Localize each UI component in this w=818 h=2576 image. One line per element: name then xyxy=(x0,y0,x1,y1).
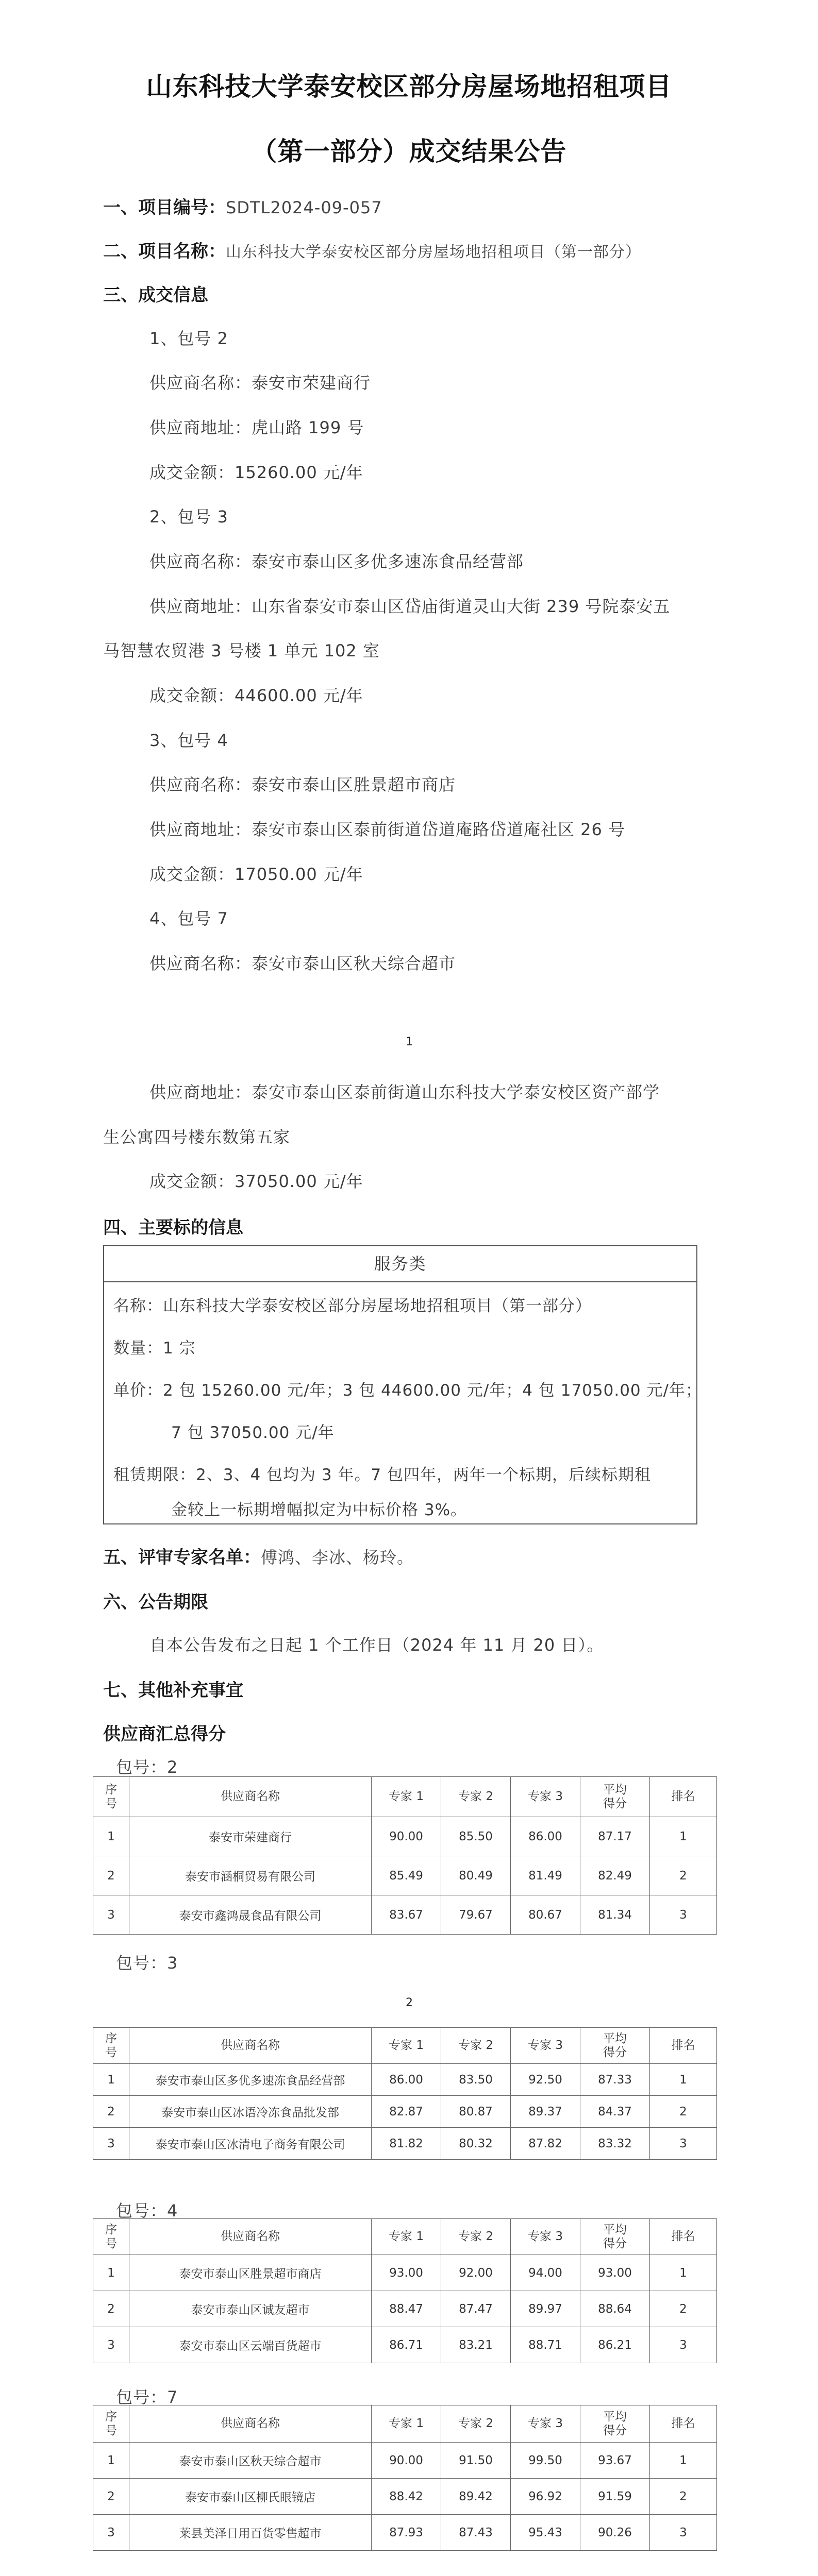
subject-unit-price-cont: 7 包 37050.00 元/年 xyxy=(171,1423,335,1442)
table-cell: 89.42 xyxy=(441,2479,511,2515)
table-cell: 1 xyxy=(93,1817,129,1856)
project-number-label: 一、项目编号： xyxy=(103,197,226,218)
col-expert3: 专家 3 xyxy=(511,2219,580,2255)
pkg7-supplier-address: 供应商地址：泰安市泰山区泰前街道山东科技大学泰安校区资产部学 xyxy=(149,1082,660,1102)
col-rank: 排名 xyxy=(650,2028,717,2064)
pkg4-label: 3、包号 4 xyxy=(149,731,228,750)
table-cell: 83.32 xyxy=(580,2128,650,2160)
table-cell: 87.17 xyxy=(580,1817,650,1856)
table-row xyxy=(93,1817,717,1856)
table-cell: 80.49 xyxy=(441,1856,511,1895)
subject-unit-price: 单价：2 包 15260.00 元/年；3 包 44600.00 元/年；4 包 17050.00 元/年； xyxy=(113,1381,702,1400)
table-cell: 泰安市泰山区柳氏眼镜店 xyxy=(129,2479,372,2515)
col-seq: 序号 xyxy=(93,2028,129,2064)
table-row xyxy=(93,1856,717,1895)
col-average: 平均 得分 xyxy=(580,2028,650,2064)
project-name xyxy=(103,237,641,262)
table-cell: 1 xyxy=(650,2255,717,2291)
table-cell: 莱县美泽日用百货零售超市 xyxy=(129,2515,372,2551)
table-cell: 83.21 xyxy=(441,2327,511,2363)
table-row xyxy=(93,2327,717,2363)
table-cell: 3 xyxy=(650,1895,717,1935)
page-number: 2 xyxy=(406,1996,413,2009)
table-cell: 80.32 xyxy=(441,2128,511,2160)
table-cell: 92.50 xyxy=(511,2064,580,2096)
score-table-pkg3 xyxy=(93,2027,717,2160)
table-cell: 81.82 xyxy=(372,2128,441,2160)
table-cell: 3 xyxy=(650,2515,717,2551)
col-supplier: 供应商名称 xyxy=(129,2028,372,2064)
pkg2-supplier-address: 供应商地址：虎山路 199 号 xyxy=(149,418,364,437)
score-summary-heading: 供应商汇总得分 xyxy=(103,1724,226,1744)
col-average: 平均 得分 xyxy=(580,2219,650,2255)
table-cell: 3 xyxy=(650,2327,717,2363)
table-cell: 1 xyxy=(93,2443,129,2479)
score-table-pkg7-label: 包号：7 xyxy=(116,2387,178,2407)
table-header-row xyxy=(93,2219,717,2255)
pkg4-supplier-name: 供应商名称：泰安市泰山区胜景超市商店 xyxy=(149,775,456,794)
table-cell: 泰安市泰山区诚友超市 xyxy=(129,2291,372,2327)
col-expert2: 专家 2 xyxy=(441,2219,511,2255)
table-cell: 88.64 xyxy=(580,2291,650,2327)
table-cell: 89.37 xyxy=(511,2096,580,2128)
table-cell: 88.71 xyxy=(511,2327,580,2363)
pkg3-supplier-address: 供应商地址：山东省泰安市泰山区岱庙街道灵山大街 239 号院泰安五 xyxy=(149,597,671,616)
table-cell: 85.50 xyxy=(441,1817,511,1856)
table-cell: 79.67 xyxy=(441,1895,511,1935)
score-table-pkg3-label: 包号：3 xyxy=(116,1953,178,1973)
project-name-value: 山东科技大学泰安校区部分房屋场地招租项目（第一部分） xyxy=(226,243,641,261)
page-number: 1 xyxy=(406,1036,413,1048)
col-average: 平均 得分 xyxy=(580,1777,650,1817)
table-cell: 91.59 xyxy=(580,2479,650,2515)
table-cell: 83.67 xyxy=(372,1895,441,1935)
table-row xyxy=(93,2128,717,2160)
table-cell: 83.50 xyxy=(441,2064,511,2096)
pkg7-supplier-address-cont: 生公寓四号楼东数第五家 xyxy=(103,1127,291,1147)
col-supplier: 供应商名称 xyxy=(129,2219,372,2255)
pkg3-supplier-address-cont: 马智慧农贸港 3 号楼 1 单元 102 室 xyxy=(103,641,380,660)
deal-info-heading: 三、成交信息 xyxy=(103,285,208,306)
table-cell: 3 xyxy=(93,1895,129,1935)
col-average: 平均 得分 xyxy=(580,2405,650,2443)
table-cell: 泰安市涵桐贸易有限公司 xyxy=(129,1856,372,1895)
table-cell: 94.00 xyxy=(511,2255,580,2291)
table-cell: 泰安市泰山区多优多速冻食品经营部 xyxy=(129,2064,372,2096)
table-cell: 93.00 xyxy=(580,2255,650,2291)
table-cell: 92.00 xyxy=(441,2255,511,2291)
col-rank: 排名 xyxy=(650,1777,717,1817)
col-expert1: 专家 1 xyxy=(372,2028,441,2064)
table-row xyxy=(93,2479,717,2515)
pkg7-supplier-name: 供应商名称：泰安市泰山区秋天综合超市 xyxy=(149,954,456,973)
pkg3-label: 2、包号 3 xyxy=(149,507,228,527)
col-rank: 排名 xyxy=(650,2405,717,2443)
table-cell: 2 xyxy=(93,2291,129,2327)
table-cell: 86.21 xyxy=(580,2327,650,2363)
table-row xyxy=(93,2443,717,2479)
table-cell: 3 xyxy=(93,2128,129,2160)
project-number-value: SDTL2024-09-057 xyxy=(226,198,382,217)
subject-lease-term-cont: 金较上一标期增幅拟定为中标价格 3%。 xyxy=(171,1501,468,1519)
page-title: 山东科技大学泰安校区部分房屋场地招租项目 xyxy=(146,71,672,101)
table-cell: 泰安市泰山区秋天综合超市 xyxy=(129,2443,372,2479)
col-rank: 排名 xyxy=(650,2219,717,2255)
table-cell: 80.67 xyxy=(511,1895,580,1935)
col-seq: 序号 xyxy=(93,2405,129,2443)
col-expert1: 专家 1 xyxy=(372,1777,441,1817)
table-cell: 2 xyxy=(650,2479,717,2515)
pkg4-amount: 成交金额：17050.00 元/年 xyxy=(149,865,363,884)
pkg7-label: 4、包号 7 xyxy=(149,909,228,928)
table-cell: 95.43 xyxy=(511,2515,580,2551)
project-name-label: 二、项目名称： xyxy=(103,241,226,262)
notice-period-text: 自本公告发布之日起 1 个工作日（2024 年 11 月 20 日）。 xyxy=(149,1635,604,1655)
table-row xyxy=(93,2096,717,2128)
subject-info-box xyxy=(103,1245,702,1524)
table-cell: 1 xyxy=(93,2064,129,2096)
table-cell: 90.26 xyxy=(580,2515,650,2551)
table-cell: 泰安市泰山区云端百货超市 xyxy=(129,2327,372,2363)
col-expert2: 专家 2 xyxy=(441,2028,511,2064)
experts-value: 傅鸿、李冰、杨玲。 xyxy=(261,1548,414,1567)
table-cell: 2 xyxy=(93,2479,129,2515)
pkg4-supplier-address: 供应商地址：泰安市泰山区泰前街道岱道庵路岱道庵社区 26 号 xyxy=(149,820,626,839)
table-cell: 88.47 xyxy=(372,2291,441,2327)
table-cell: 96.92 xyxy=(511,2479,580,2515)
subject-quantity: 数量：1 宗 xyxy=(113,1339,196,1358)
table-cell: 泰安市泰山区冰清电子商务有限公司 xyxy=(129,2128,372,2160)
pkg3-supplier-name: 供应商名称：泰安市泰山区多优多速冻食品经营部 xyxy=(149,552,524,571)
table-cell: 1 xyxy=(93,2255,129,2291)
score-table-pkg4-label: 包号：4 xyxy=(116,2201,178,2221)
col-seq: 序号 xyxy=(93,1777,129,1817)
col-expert2: 专家 2 xyxy=(441,2405,511,2443)
table-cell: 2 xyxy=(93,1856,129,1895)
experts-label: 五、评审专家名单： xyxy=(103,1547,261,1568)
table-cell: 1 xyxy=(650,1817,717,1856)
pkg2-supplier-name: 供应商名称：泰安市荣建商行 xyxy=(149,373,371,393)
table-cell: 泰安市鑫鸿晟食品有限公司 xyxy=(129,1895,372,1935)
table-cell: 84.37 xyxy=(580,2096,650,2128)
col-seq: 序号 xyxy=(93,2219,129,2255)
table-row xyxy=(93,2255,717,2291)
table-cell: 1 xyxy=(650,2064,717,2096)
table-cell: 93.67 xyxy=(580,2443,650,2479)
subject-lease-term: 租赁期限：2、3、4 包均为 3 年。7 包四年，两年一个标期，后续标期租 xyxy=(113,1466,652,1484)
table-cell: 90.00 xyxy=(372,2443,441,2479)
pkg3-amount: 成交金额：44600.00 元/年 xyxy=(149,686,363,705)
experts xyxy=(103,1543,414,1568)
pkg2-label: 1、包号 2 xyxy=(149,329,228,348)
table-cell: 93.00 xyxy=(372,2255,441,2291)
table-cell: 82.49 xyxy=(580,1856,650,1895)
col-expert3: 专家 3 xyxy=(511,2028,580,2064)
table-cell: 90.00 xyxy=(372,1817,441,1856)
page-subtitle: （第一部分）成交结果公告 xyxy=(251,136,567,166)
table-cell: 81.34 xyxy=(580,1895,650,1935)
table-cell: 88.42 xyxy=(372,2479,441,2515)
subject-name: 名称：山东科技大学泰安校区部分房屋场地招租项目（第一部分） xyxy=(113,1297,592,1315)
score-table-pkg7 xyxy=(93,2405,717,2551)
table-cell: 泰安市泰山区冰语冷冻食品批发部 xyxy=(129,2096,372,2128)
table-cell: 87.93 xyxy=(372,2515,441,2551)
table-row xyxy=(93,1895,717,1935)
col-expert2: 专家 2 xyxy=(441,1777,511,1817)
service-type-header: 服务类 xyxy=(104,1246,696,1282)
table-cell: 2 xyxy=(650,2096,717,2128)
table-cell: 99.50 xyxy=(511,2443,580,2479)
table-cell: 1 xyxy=(650,2443,717,2479)
pkg2-amount: 成交金额：15260.00 元/年 xyxy=(149,463,363,482)
table-header-row xyxy=(93,2028,717,2064)
table-header-row xyxy=(93,1777,717,1817)
table-cell: 87.43 xyxy=(441,2515,511,2551)
table-cell: 89.97 xyxy=(511,2291,580,2327)
table-cell: 86.00 xyxy=(511,1817,580,1856)
col-expert3: 专家 3 xyxy=(511,1777,580,1817)
score-table-pkg4 xyxy=(93,2218,717,2363)
col-supplier: 供应商名称 xyxy=(129,1777,372,1817)
table-cell: 87.82 xyxy=(511,2128,580,2160)
col-supplier: 供应商名称 xyxy=(129,2405,372,2443)
project-number xyxy=(103,193,382,218)
table-row xyxy=(93,2515,717,2551)
subject-info-heading: 四、主要标的信息 xyxy=(103,1217,243,1238)
table-cell: 85.49 xyxy=(372,1856,441,1895)
notice-period-heading: 六、公告期限 xyxy=(103,1592,208,1613)
table-cell: 86.00 xyxy=(372,2064,441,2096)
supplementary-heading: 七、其他补充事宜 xyxy=(103,1680,243,1701)
table-row xyxy=(93,2064,717,2096)
table-header-row xyxy=(93,2405,717,2443)
table-cell: 3 xyxy=(93,2327,129,2363)
table-cell: 3 xyxy=(650,2128,717,2160)
table-cell: 2 xyxy=(650,1856,717,1895)
table-cell: 81.49 xyxy=(511,1856,580,1895)
table-row xyxy=(93,2291,717,2327)
table-cell: 91.50 xyxy=(441,2443,511,2479)
table-cell: 3 xyxy=(93,2515,129,2551)
col-expert1: 专家 1 xyxy=(372,2219,441,2255)
table-cell: 87.47 xyxy=(441,2291,511,2327)
table-cell: 2 xyxy=(650,2291,717,2327)
col-expert1: 专家 1 xyxy=(372,2405,441,2443)
score-table-pkg2-label: 包号：2 xyxy=(116,1757,178,1777)
table-cell: 87.33 xyxy=(580,2064,650,2096)
table-cell: 80.87 xyxy=(441,2096,511,2128)
table-cell: 2 xyxy=(93,2096,129,2128)
score-table-pkg2 xyxy=(93,1776,717,1935)
table-cell: 82.87 xyxy=(372,2096,441,2128)
table-cell: 泰安市泰山区胜景超市商店 xyxy=(129,2255,372,2291)
pkg7-amount: 成交金额：37050.00 元/年 xyxy=(149,1172,363,1191)
table-cell: 86.71 xyxy=(372,2327,441,2363)
table-cell: 泰安市荣建商行 xyxy=(129,1817,372,1856)
col-expert3: 专家 3 xyxy=(511,2405,580,2443)
